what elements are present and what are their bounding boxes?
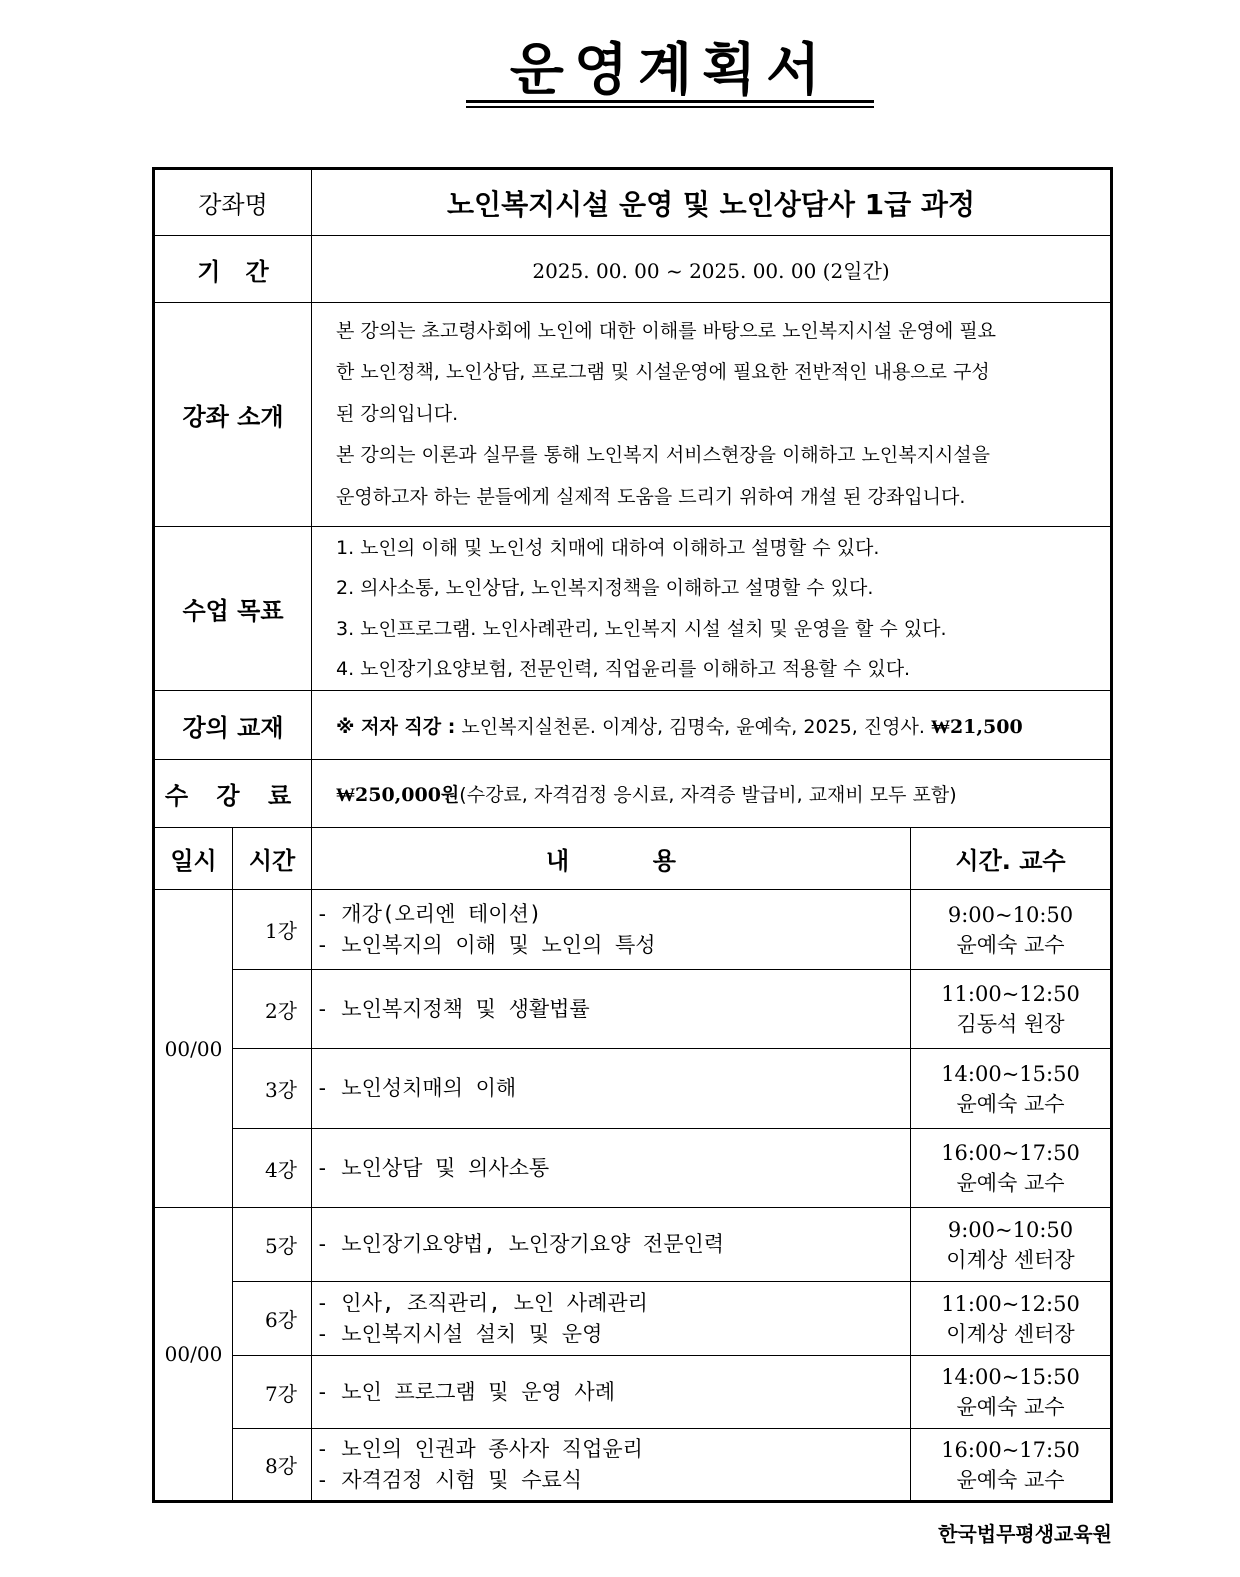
lecture-instructor: 윤예숙 교수 xyxy=(956,932,1065,957)
lecture-content xyxy=(312,1429,911,1502)
lecture-time: 16:00~17:50 xyxy=(941,1141,1080,1165)
lecture-number: 1강 xyxy=(233,890,312,970)
lecture-number: 7강 xyxy=(233,1356,312,1429)
schedule-row xyxy=(154,1208,1112,1282)
lecture-content-line: - 자격검정 시험 및 수료식 xyxy=(316,1467,583,1492)
document-title: 운영계획서 xyxy=(509,38,831,103)
intro-row xyxy=(154,303,1112,527)
lecture-content xyxy=(312,1356,911,1429)
lecture-time: 11:00~12:50 xyxy=(941,1291,1080,1316)
day-date: 00/00 xyxy=(154,890,233,1208)
goal-item: 1. 노인의 이해 및 노인성 치매에 대하여 이해하고 설명할 수 있다. xyxy=(336,536,880,559)
plan-table xyxy=(152,167,1113,1503)
lecture-number: 5강 xyxy=(233,1208,312,1282)
lecture-instructor: 윤예숙 교수 xyxy=(956,1091,1065,1116)
goal-item: 2. 의사소통, 노인상담, 노인복지정책을 이해하고 설명할 수 있다. xyxy=(336,577,874,599)
goal-item: 4. 노인장기요양보험, 전문인력, 직업윤리를 이해하고 적용할 수 있다. xyxy=(336,658,911,680)
schedule-row xyxy=(154,1049,1112,1129)
textbook-value xyxy=(312,691,1112,760)
lecture-instructor: 윤예숙 교수 xyxy=(956,1467,1065,1492)
lecture-content-line: - 노인성치매의 이해 xyxy=(316,1076,517,1100)
lecture-content-line: - 노인복지의 이해 및 노인의 특성 xyxy=(316,932,656,957)
lecture-content-line: - 노인 프로그램 및 운영 사례 xyxy=(316,1379,616,1404)
info-header: 시간. 교수 xyxy=(911,828,1112,890)
fee-row xyxy=(154,760,1112,828)
intro-line: 본 강의는 이론과 실무를 통해 노인복지 서비스현장을 이해하고 노인복지시설을 xyxy=(336,444,991,467)
schedule-header-row xyxy=(154,828,1112,890)
lecture-content-line: - 노인상담 및 의사소통 xyxy=(316,1155,550,1180)
intro-line: 된 강의입니다. xyxy=(336,402,459,425)
lecture-number: 8강 xyxy=(233,1429,312,1502)
lecture-time-instructor xyxy=(911,1129,1112,1208)
lecture-content xyxy=(312,1049,911,1129)
goal-item: 3. 노인프로그램. 노인사례관리, 노인복지 시설 설치 및 운영을 할 수 있다. xyxy=(336,617,947,640)
intro-line: 한 노인정책, 노인상담, 프로그램 및 시설운영에 필요한 전반적인 내용으로 구성 xyxy=(336,361,990,384)
goals-list xyxy=(312,527,1112,691)
lecture-content xyxy=(312,1282,911,1356)
lecture-time: 14:00~15:50 xyxy=(941,1365,1080,1389)
time-header: 시간 xyxy=(233,828,312,890)
course-name: 노인복지시설 운영 및 노인상담사 1급 과정 xyxy=(312,169,1112,236)
lecture-instructor: 윤예숙 교수 xyxy=(956,1171,1065,1195)
lecture-number: 6강 xyxy=(233,1282,312,1356)
lecture-time-instructor xyxy=(911,1282,1112,1356)
course-row xyxy=(154,169,1112,236)
fee-value xyxy=(312,760,1112,828)
lecture-content-line: - 개강(오리엔 테이션) xyxy=(316,901,542,926)
lecture-time: 9:00~10:50 xyxy=(947,902,1074,927)
schedule-row xyxy=(154,1356,1112,1429)
textbook-price: ₩21,500 xyxy=(930,715,1023,738)
period-value: 2025. 00. 00 ~ 2025. 00. 00 (2일간) xyxy=(312,236,1112,303)
lecture-time: 9:00~10:50 xyxy=(947,1217,1074,1242)
title-block xyxy=(466,40,874,108)
lecture-time: 16:00~17:50 xyxy=(941,1437,1080,1462)
lecture-number: 3강 xyxy=(233,1049,312,1129)
lecture-content-line: - 인사, 조직관리, 노인 사례관리 xyxy=(316,1290,648,1315)
goals-row xyxy=(154,527,1112,691)
schedule-row xyxy=(154,1129,1112,1208)
course-label: 강좌명 xyxy=(154,169,312,236)
content-header: 내 용 xyxy=(312,828,911,890)
lecture-time-instructor xyxy=(911,890,1112,970)
lecture-time-instructor xyxy=(911,1049,1112,1129)
organization-name: 한국법무평생교육원 xyxy=(938,1522,1112,1546)
lecture-content xyxy=(312,890,911,970)
lecture-instructor: 김동석 원장 xyxy=(956,1012,1065,1036)
lecture-content xyxy=(312,1208,911,1282)
period-label: 기 간 xyxy=(154,236,312,303)
day-header: 일시 xyxy=(154,828,233,890)
intro-line: 운영하고자 하는 분들에게 실제적 도움을 드리기 위하여 개설 된 강좌입니다. xyxy=(336,485,966,508)
lecture-content-line: - 노인복지시설 설치 및 운영 xyxy=(316,1321,603,1346)
intro-label: 강좌 소개 xyxy=(154,303,312,527)
textbook-label: 강의 교재 xyxy=(154,691,312,760)
lecture-time-instructor xyxy=(911,1356,1112,1429)
lecture-time-instructor xyxy=(911,1429,1112,1502)
fee-label: 수 강 료 xyxy=(154,760,312,828)
lecture-number: 2강 xyxy=(233,970,312,1049)
lecture-time-instructor xyxy=(911,970,1112,1049)
lecture-time: 11:00~12:50 xyxy=(941,982,1080,1006)
schedule-row xyxy=(154,890,1112,970)
lecture-instructor: 윤예숙 교수 xyxy=(956,1395,1065,1419)
lecture-time: 14:00~15:50 xyxy=(941,1061,1080,1086)
fee-amount: ₩250,000원 xyxy=(336,784,460,806)
lecture-instructor: 이계상 센터장 xyxy=(946,1247,1075,1272)
intro-text xyxy=(312,303,1112,527)
day-date: 00/00 xyxy=(154,1208,233,1502)
textbook-info: 노인복지실천론. 이계상, 김명숙, 윤예숙, 2025, 진영사. xyxy=(455,715,931,738)
lecture-content xyxy=(312,1129,911,1208)
period-row xyxy=(154,236,1112,303)
lecture-time-instructor xyxy=(911,1208,1112,1282)
intro-line: 본 강의는 초고령사회에 노인에 대한 이해를 바탕으로 노인복지시설 운영에 필요 xyxy=(336,319,997,342)
goals-label: 수업 목표 xyxy=(154,527,312,691)
lecture-content xyxy=(312,970,911,1049)
textbook-row xyxy=(154,691,1112,760)
lecture-number: 4강 xyxy=(233,1129,312,1208)
schedule-row xyxy=(154,970,1112,1049)
lecture-instructor: 이계상 센터장 xyxy=(946,1321,1075,1346)
lecture-content-line: - 노인복지정책 및 생활법률 xyxy=(316,996,590,1021)
lecture-content-line: - 노인장기요양법, 노인장기요양 전문인력 xyxy=(316,1232,725,1256)
author-lecture-note: ※ 저자 직강 : xyxy=(336,715,456,738)
schedule-row xyxy=(154,1429,1112,1502)
fee-includes: (수강료, 자격검정 응시료, 자격증 발급비, 교재비 모두 포함) xyxy=(459,784,957,806)
lecture-content-line: - 노인의 인권과 종사자 직업윤리 xyxy=(316,1436,643,1461)
schedule-row xyxy=(154,1282,1112,1356)
